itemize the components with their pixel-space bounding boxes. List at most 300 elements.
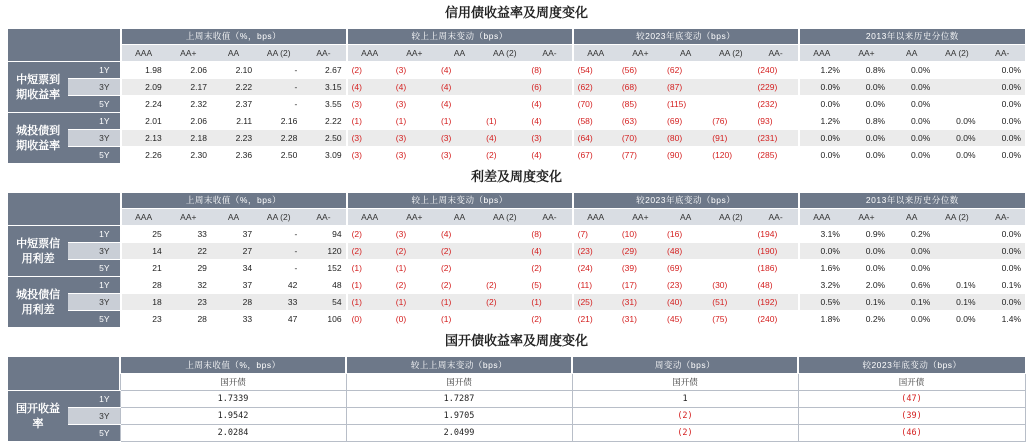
rating-header: AAA — [799, 209, 844, 226]
data-cell: (2) — [527, 311, 572, 328]
data-cell: (2) — [437, 260, 482, 277]
group-header: 较2023年底变动（bps） — [573, 193, 799, 209]
data-cell: (56) — [618, 62, 663, 79]
data-cell: 0.0% — [844, 243, 889, 260]
data-cell: (64) — [573, 130, 618, 147]
data-cell: 2.0499 — [346, 425, 572, 442]
tenor-label: 5Y — [68, 425, 120, 442]
data-cell — [482, 260, 527, 277]
data-cell: 0.1% — [980, 277, 1025, 294]
section2-title: 利差及周度变化 — [8, 164, 1025, 193]
data-cell: (2) — [392, 277, 437, 294]
data-cell: 0.0% — [844, 130, 889, 147]
data-cell: 1.98 — [121, 62, 166, 79]
rating-header: AA (2) — [708, 209, 753, 226]
data-cell: (90) — [663, 147, 708, 164]
rating-header: AA+ — [166, 45, 211, 62]
rating-header: AA- — [980, 209, 1025, 226]
data-cell: 0.0% — [799, 79, 844, 96]
data-cell: (0) — [392, 311, 437, 328]
data-cell: 0.0% — [844, 147, 889, 164]
data-cell — [482, 62, 527, 79]
row-group-label: 城投债信用利差 — [8, 277, 68, 328]
tenor-label: 5Y — [68, 147, 120, 164]
data-cell: (3) — [392, 62, 437, 79]
data-cell: (285) — [753, 147, 798, 164]
data-cell: 0.0% — [799, 243, 844, 260]
group-header: 较上上周末变动（bps） — [347, 29, 573, 45]
data-cell: (4) — [527, 96, 572, 113]
data-cell: 0.0% — [799, 147, 844, 164]
group-header: 上周末收值（%，bps） — [121, 29, 347, 45]
data-cell: (2) — [437, 277, 482, 294]
data-cell: (1) — [482, 113, 527, 130]
rating-header: AA+ — [844, 209, 889, 226]
data-cell: 2.67 — [301, 62, 346, 79]
rating-header: AA- — [980, 45, 1025, 62]
data-cell: 23 — [121, 311, 166, 328]
data-cell: (21) — [573, 311, 618, 328]
data-cell: (4) — [527, 113, 572, 130]
rating-header: AA- — [527, 45, 572, 62]
data-cell: 33 — [166, 226, 211, 243]
data-cell: 54 — [301, 294, 346, 311]
data-cell: (3) — [392, 130, 437, 147]
data-cell: (58) — [573, 113, 618, 130]
data-cell: 0.0% — [889, 311, 934, 328]
rating-header: AA — [211, 209, 256, 226]
data-cell: (2) — [347, 226, 392, 243]
data-cell: - — [256, 62, 301, 79]
rating-header: AA — [663, 45, 708, 62]
data-cell: 1.9542 — [120, 408, 346, 425]
data-cell: 14 — [121, 243, 166, 260]
data-cell: 0.1% — [934, 277, 979, 294]
data-cell: 0.0% — [980, 243, 1025, 260]
data-cell: 1.7287 — [346, 391, 572, 408]
rating-header: AA (2) — [482, 209, 527, 226]
data-cell: 0.0% — [889, 260, 934, 277]
data-cell: 0.0% — [980, 79, 1025, 96]
data-cell: (23) — [573, 243, 618, 260]
data-cell: 2.18 — [166, 130, 211, 147]
rating-header: AA+ — [844, 45, 889, 62]
data-cell: (17) — [618, 277, 663, 294]
data-cell: (62) — [663, 62, 708, 79]
rating-header: AA — [889, 45, 934, 62]
data-cell: 0.1% — [889, 294, 934, 311]
rating-header: AA+ — [392, 209, 437, 226]
rating-header: AAA — [121, 45, 166, 62]
data-cell: 0.0% — [934, 147, 979, 164]
data-cell: (4) — [437, 96, 482, 113]
data-cell: (80) — [663, 130, 708, 147]
data-cell: - — [256, 260, 301, 277]
data-cell: (25) — [573, 294, 618, 311]
data-cell: 42 — [256, 277, 301, 294]
data-cell: 0.0% — [980, 130, 1025, 147]
header-corner — [8, 29, 121, 62]
rating-header: AA+ — [618, 209, 663, 226]
row-group-label: 中短票到期收益率 — [8, 62, 68, 113]
data-cell: 2.30 — [166, 147, 211, 164]
row-group-label: 中短票信用利差 — [8, 226, 68, 277]
rating-header: AA- — [753, 209, 798, 226]
data-cell: (2) — [482, 294, 527, 311]
data-cell: (69) — [663, 113, 708, 130]
data-cell: 0.8% — [844, 113, 889, 130]
rating-header: AA- — [753, 45, 798, 62]
data-cell — [934, 96, 979, 113]
data-cell: (1) — [392, 260, 437, 277]
data-cell: (2) — [392, 243, 437, 260]
data-cell: (48) — [753, 277, 798, 294]
data-cell: (2) — [482, 277, 527, 294]
data-cell: (3) — [347, 130, 392, 147]
data-cell: (70) — [618, 130, 663, 147]
data-cell: (23) — [663, 277, 708, 294]
tenor-label: 5Y — [68, 96, 120, 113]
data-cell: (4) — [437, 226, 482, 243]
group-header: 较上上周末变动（bps） — [346, 357, 572, 374]
data-cell: - — [256, 226, 301, 243]
data-cell: (186) — [753, 260, 798, 277]
data-cell: 0.0% — [889, 96, 934, 113]
data-cell: (70) — [573, 96, 618, 113]
data-cell: 2.32 — [166, 96, 211, 113]
rating-header: AA (2) — [934, 45, 979, 62]
data-cell: 94 — [301, 226, 346, 243]
data-cell: 0.1% — [934, 294, 979, 311]
data-cell: (8) — [527, 62, 572, 79]
data-cell: (68) — [618, 79, 663, 96]
data-cell: 2.22 — [211, 79, 256, 96]
data-cell: 0.0% — [799, 96, 844, 113]
data-cell: (91) — [708, 130, 753, 147]
data-cell: 3.09 — [301, 147, 346, 164]
data-cell: (63) — [618, 113, 663, 130]
data-cell: (2) — [347, 243, 392, 260]
bond-type-header: 国开债 — [572, 374, 798, 391]
data-cell: (3) — [392, 96, 437, 113]
data-cell: (4) — [437, 79, 482, 96]
tenor-label: 1Y — [68, 391, 120, 408]
data-cell: 0.0% — [980, 96, 1025, 113]
rating-header: AA- — [301, 209, 346, 226]
group-header: 较2023年底变动（bps） — [573, 29, 799, 45]
data-cell: 2.37 — [211, 96, 256, 113]
tenor-label: 3Y — [68, 294, 120, 311]
data-cell: 28 — [121, 277, 166, 294]
data-cell: 0.0% — [980, 147, 1025, 164]
data-cell: 0.0% — [980, 260, 1025, 277]
data-cell: (2) — [482, 147, 527, 164]
data-cell: 0.0% — [844, 96, 889, 113]
data-cell: (39) — [618, 260, 663, 277]
group-header: 上周末收值（%，bps） — [121, 193, 347, 209]
data-cell: (51) — [708, 294, 753, 311]
data-cell: (1) — [347, 260, 392, 277]
rating-header: AA (2) — [934, 209, 979, 226]
data-cell: (1) — [437, 311, 482, 328]
data-cell: 33 — [256, 294, 301, 311]
rating-header: AAA — [573, 45, 618, 62]
data-cell: (76) — [708, 113, 753, 130]
data-cell: 0.0% — [844, 260, 889, 277]
data-cell: (2) — [437, 243, 482, 260]
data-cell: (4) — [347, 79, 392, 96]
data-cell: 0.0% — [889, 79, 934, 96]
data-cell: (16) — [663, 226, 708, 243]
data-cell: 37 — [211, 277, 256, 294]
group-header: 较上上周末变动（bps） — [347, 193, 573, 209]
data-cell: (62) — [573, 79, 618, 96]
tenor-label: 1Y — [68, 62, 120, 79]
tenor-label: 3Y — [68, 79, 120, 96]
data-cell: 0.0% — [889, 113, 934, 130]
rating-header: AAA — [347, 209, 392, 226]
data-cell: 0.5% — [799, 294, 844, 311]
data-cell: (192) — [753, 294, 798, 311]
group-header: 上周末收值（%，bps） — [120, 357, 346, 374]
data-cell: (6) — [527, 79, 572, 96]
rating-header: AA- — [527, 209, 572, 226]
data-cell: 34 — [211, 260, 256, 277]
data-cell: 0.0% — [799, 130, 844, 147]
data-cell: - — [256, 96, 301, 113]
data-cell: 1.9705 — [346, 408, 572, 425]
rating-header: AA- — [301, 45, 346, 62]
data-cell: (3) — [347, 96, 392, 113]
group-header: 较2023年底变动（bps） — [798, 357, 1025, 374]
data-cell: 1.6% — [799, 260, 844, 277]
row-group-label: 国开收益率 — [8, 391, 68, 442]
data-cell: 2.24 — [121, 96, 166, 113]
data-cell: 2.13 — [121, 130, 166, 147]
data-cell: (4) — [527, 147, 572, 164]
tenor-label: 3Y — [68, 243, 120, 260]
data-cell: (3) — [392, 226, 437, 243]
rating-header: AA — [437, 45, 482, 62]
data-cell — [708, 260, 753, 277]
data-cell: (4) — [437, 62, 482, 79]
data-cell: (30) — [708, 277, 753, 294]
data-cell: (1) — [347, 294, 392, 311]
data-cell: 1.2% — [799, 62, 844, 79]
data-cell: (1) — [437, 113, 482, 130]
data-cell: 2.26 — [121, 147, 166, 164]
data-cell: 2.23 — [211, 130, 256, 147]
rating-header: AA (2) — [256, 209, 301, 226]
data-cell: 0.0% — [980, 294, 1025, 311]
data-cell — [708, 243, 753, 260]
data-cell: 2.36 — [211, 147, 256, 164]
data-cell: (87) — [663, 79, 708, 96]
data-cell: (3) — [392, 147, 437, 164]
data-cell: (1) — [437, 294, 482, 311]
data-cell: (2) — [347, 62, 392, 79]
data-cell: (48) — [663, 243, 708, 260]
data-cell: 33 — [211, 311, 256, 328]
tenor-label: 3Y — [68, 130, 120, 147]
data-cell: (69) — [663, 260, 708, 277]
data-cell: 0.8% — [844, 62, 889, 79]
data-cell — [934, 79, 979, 96]
data-cell: 2.10 — [211, 62, 256, 79]
data-cell: 18 — [121, 294, 166, 311]
data-cell: (45) — [663, 311, 708, 328]
data-cell: 0.6% — [889, 277, 934, 294]
rating-header: AAA — [573, 209, 618, 226]
data-cell: (31) — [618, 311, 663, 328]
tenor-label: 1Y — [68, 226, 120, 243]
data-cell: (194) — [753, 226, 798, 243]
data-cell: 0.0% — [934, 311, 979, 328]
bond-type-header: 国开债 — [798, 374, 1025, 391]
bond-type-header: 国开债 — [120, 374, 346, 391]
data-cell: 32 — [166, 277, 211, 294]
data-cell: 1 — [572, 391, 798, 408]
data-cell: 0.0% — [844, 79, 889, 96]
rating-header: AA — [211, 45, 256, 62]
data-cell: (54) — [573, 62, 618, 79]
data-cell: 0.0% — [934, 130, 979, 147]
rating-header: AA+ — [392, 45, 437, 62]
data-cell: (2) — [527, 260, 572, 277]
row-group-label: 城投债到期收益率 — [8, 113, 68, 164]
data-cell: 0.0% — [889, 130, 934, 147]
data-cell: (8) — [527, 226, 572, 243]
data-cell: 0.0% — [980, 113, 1025, 130]
data-cell: - — [256, 243, 301, 260]
data-cell: (240) — [753, 62, 798, 79]
data-cell — [482, 96, 527, 113]
data-cell: 3.15 — [301, 79, 346, 96]
data-cell: 3.2% — [799, 277, 844, 294]
data-cell: 2.17 — [166, 79, 211, 96]
data-cell — [482, 311, 527, 328]
data-cell: 0.0% — [889, 243, 934, 260]
data-cell — [708, 62, 753, 79]
report — [8, 0, 1025, 442]
data-cell: 2.09 — [121, 79, 166, 96]
credit-yield-table — [8, 29, 1025, 164]
group-header: 周变动（bps） — [572, 357, 798, 374]
data-cell: 1.7339 — [120, 391, 346, 408]
data-cell: 29 — [166, 260, 211, 277]
data-cell: (7) — [573, 226, 618, 243]
data-cell: (1) — [392, 294, 437, 311]
data-cell: (5) — [527, 277, 572, 294]
rating-header: AA+ — [618, 45, 663, 62]
data-cell: 2.28 — [256, 130, 301, 147]
data-cell: 2.22 — [301, 113, 346, 130]
credit-spread-table — [8, 193, 1025, 328]
data-cell: (10) — [618, 226, 663, 243]
data-cell: (40) — [663, 294, 708, 311]
data-cell: 2.16 — [256, 113, 301, 130]
data-cell: (115) — [663, 96, 708, 113]
data-cell: 0.0% — [980, 226, 1025, 243]
section1-title: 信用债收益率及周度变化 — [8, 0, 1025, 29]
data-cell: 0.0% — [889, 62, 934, 79]
data-cell: 47 — [256, 311, 301, 328]
data-cell: 2.50 — [256, 147, 301, 164]
data-cell: (24) — [573, 260, 618, 277]
data-cell: (231) — [753, 130, 798, 147]
data-cell: 22 — [166, 243, 211, 260]
data-cell: 0.0% — [934, 113, 979, 130]
data-cell: (4) — [392, 79, 437, 96]
data-cell — [482, 243, 527, 260]
data-cell: (2) — [572, 425, 798, 442]
rating-header: AA+ — [166, 209, 211, 226]
data-cell: (1) — [347, 113, 392, 130]
rating-header: AAA — [347, 45, 392, 62]
tenor-label: 5Y — [68, 311, 120, 328]
data-cell: 0.9% — [844, 226, 889, 243]
data-cell — [708, 226, 753, 243]
data-cell — [934, 243, 979, 260]
rating-header: AA — [889, 209, 934, 226]
tenor-label: 5Y — [68, 260, 120, 277]
section3-title: 国开债收益率及周度变化 — [8, 328, 1025, 357]
tenor-label: 3Y — [68, 408, 120, 425]
data-cell: (46) — [798, 425, 1025, 442]
data-cell: 2.0% — [844, 277, 889, 294]
data-cell: (2) — [572, 408, 798, 425]
rating-header: AA (2) — [708, 45, 753, 62]
rating-header: AA (2) — [482, 45, 527, 62]
data-cell: 1.8% — [799, 311, 844, 328]
data-cell: 3.55 — [301, 96, 346, 113]
data-cell: 0.1% — [844, 294, 889, 311]
data-cell: (0) — [347, 311, 392, 328]
header-corner — [8, 357, 120, 391]
group-header: 2013年以来历史分位数 — [799, 29, 1025, 45]
data-cell — [934, 260, 979, 277]
data-cell: 27 — [211, 243, 256, 260]
tenor-label: 1Y — [68, 113, 120, 130]
group-header: 2013年以来历史分位数 — [799, 193, 1025, 209]
data-cell — [934, 62, 979, 79]
data-cell: (4) — [527, 243, 572, 260]
data-cell — [482, 226, 527, 243]
bond-type-header: 国开债 — [346, 374, 572, 391]
rating-header: AA — [437, 209, 482, 226]
rating-header: AA (2) — [256, 45, 301, 62]
rating-header: AAA — [121, 209, 166, 226]
data-cell: (3) — [527, 130, 572, 147]
data-cell: 2.01 — [121, 113, 166, 130]
data-cell — [708, 79, 753, 96]
data-cell: (120) — [708, 147, 753, 164]
data-cell: 2.11 — [211, 113, 256, 130]
data-cell: (93) — [753, 113, 798, 130]
data-cell: (1) — [527, 294, 572, 311]
data-cell: (77) — [618, 147, 663, 164]
data-cell: 0.2% — [844, 311, 889, 328]
data-cell: (229) — [753, 79, 798, 96]
data-cell: 28 — [211, 294, 256, 311]
data-cell: (3) — [437, 130, 482, 147]
data-cell: 106 — [301, 311, 346, 328]
data-cell: 37 — [211, 226, 256, 243]
data-cell: (39) — [798, 408, 1025, 425]
tenor-label: 1Y — [68, 277, 120, 294]
data-cell: (3) — [437, 147, 482, 164]
data-cell: 48 — [301, 277, 346, 294]
